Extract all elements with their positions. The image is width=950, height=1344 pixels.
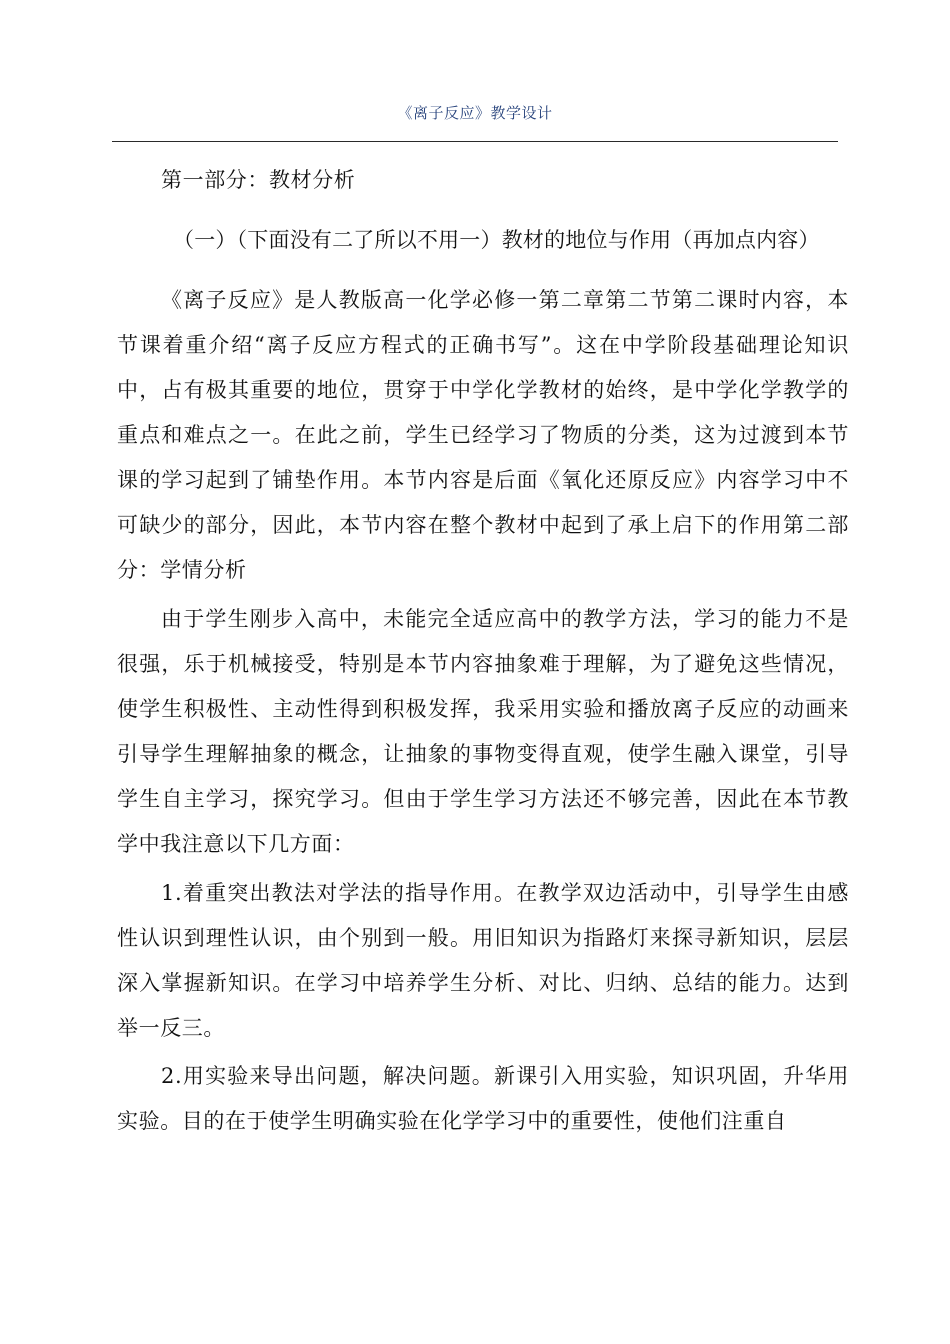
paragraph-point-one: 1.着重突出教法对学法的指导作用。在教学双边活动中，引导学生由感性认识到理性认识，由个别到一般。用旧知识为指路灯来探寻新知识，层层深入掌握新知识。在学习中培养学生分析、对比、归纳、总结的能力。达到举一反三。 <box>117 881 849 1040</box>
subsection-heading-one: （一）（下面没有二了所以不用一）教材的地位与作用（再加点内容） <box>173 228 820 252</box>
section-heading-part-one: 第一部分：教材分析 <box>161 168 356 192</box>
header-divider <box>112 141 838 142</box>
paragraph-textbook-position: 《离子反应》是人教版高一化学必修一第二章第二节第二课时内容，本节课着重介绍“离子反应方程式的正确书写”。这在中学阶段基础理论知识中，占有极其重要的地位，贯穿于中学化学教材的始终，是中学化学教学的重点和难点之一。在此之前，学生已经学习了物质的分类，这为过渡到本节课的学习起到了铺垫作用。本节内容是后面《氧化还原反应》内容学习中不可缺少的部分，因此，本节内容在整个教材中起到了承上启下的作用第二部分：学情分析 <box>117 288 849 582</box>
page-header-title: 《离子反应》教学设计 <box>397 104 553 122</box>
paragraph-learner-analysis: 由于学生刚步入高中，未能完全适应高中的教学方法，学习的能力不是很强，乐于机械接受，特别是本节内容抽象难于理解，为了避免这些情况，使学生积极性、主动性得到积极发挥，我采用实验和播放离子反应的动画来引导学生理解抽象的概念，让抽象的事物变得直观，使学生融入课堂，引导学生自主学习，探究学习。但由于学生学习方法还不够完善，因此在本节教学中我注意以下几方面： <box>117 607 849 856</box>
paragraph-point-two: 2.用实验来导出问题，解决问题。新课引入用实验，知识巩固，升华用实验。目的在于使学生明确实验在化学学习中的重要性，使他们注重自 <box>117 1064 849 1133</box>
